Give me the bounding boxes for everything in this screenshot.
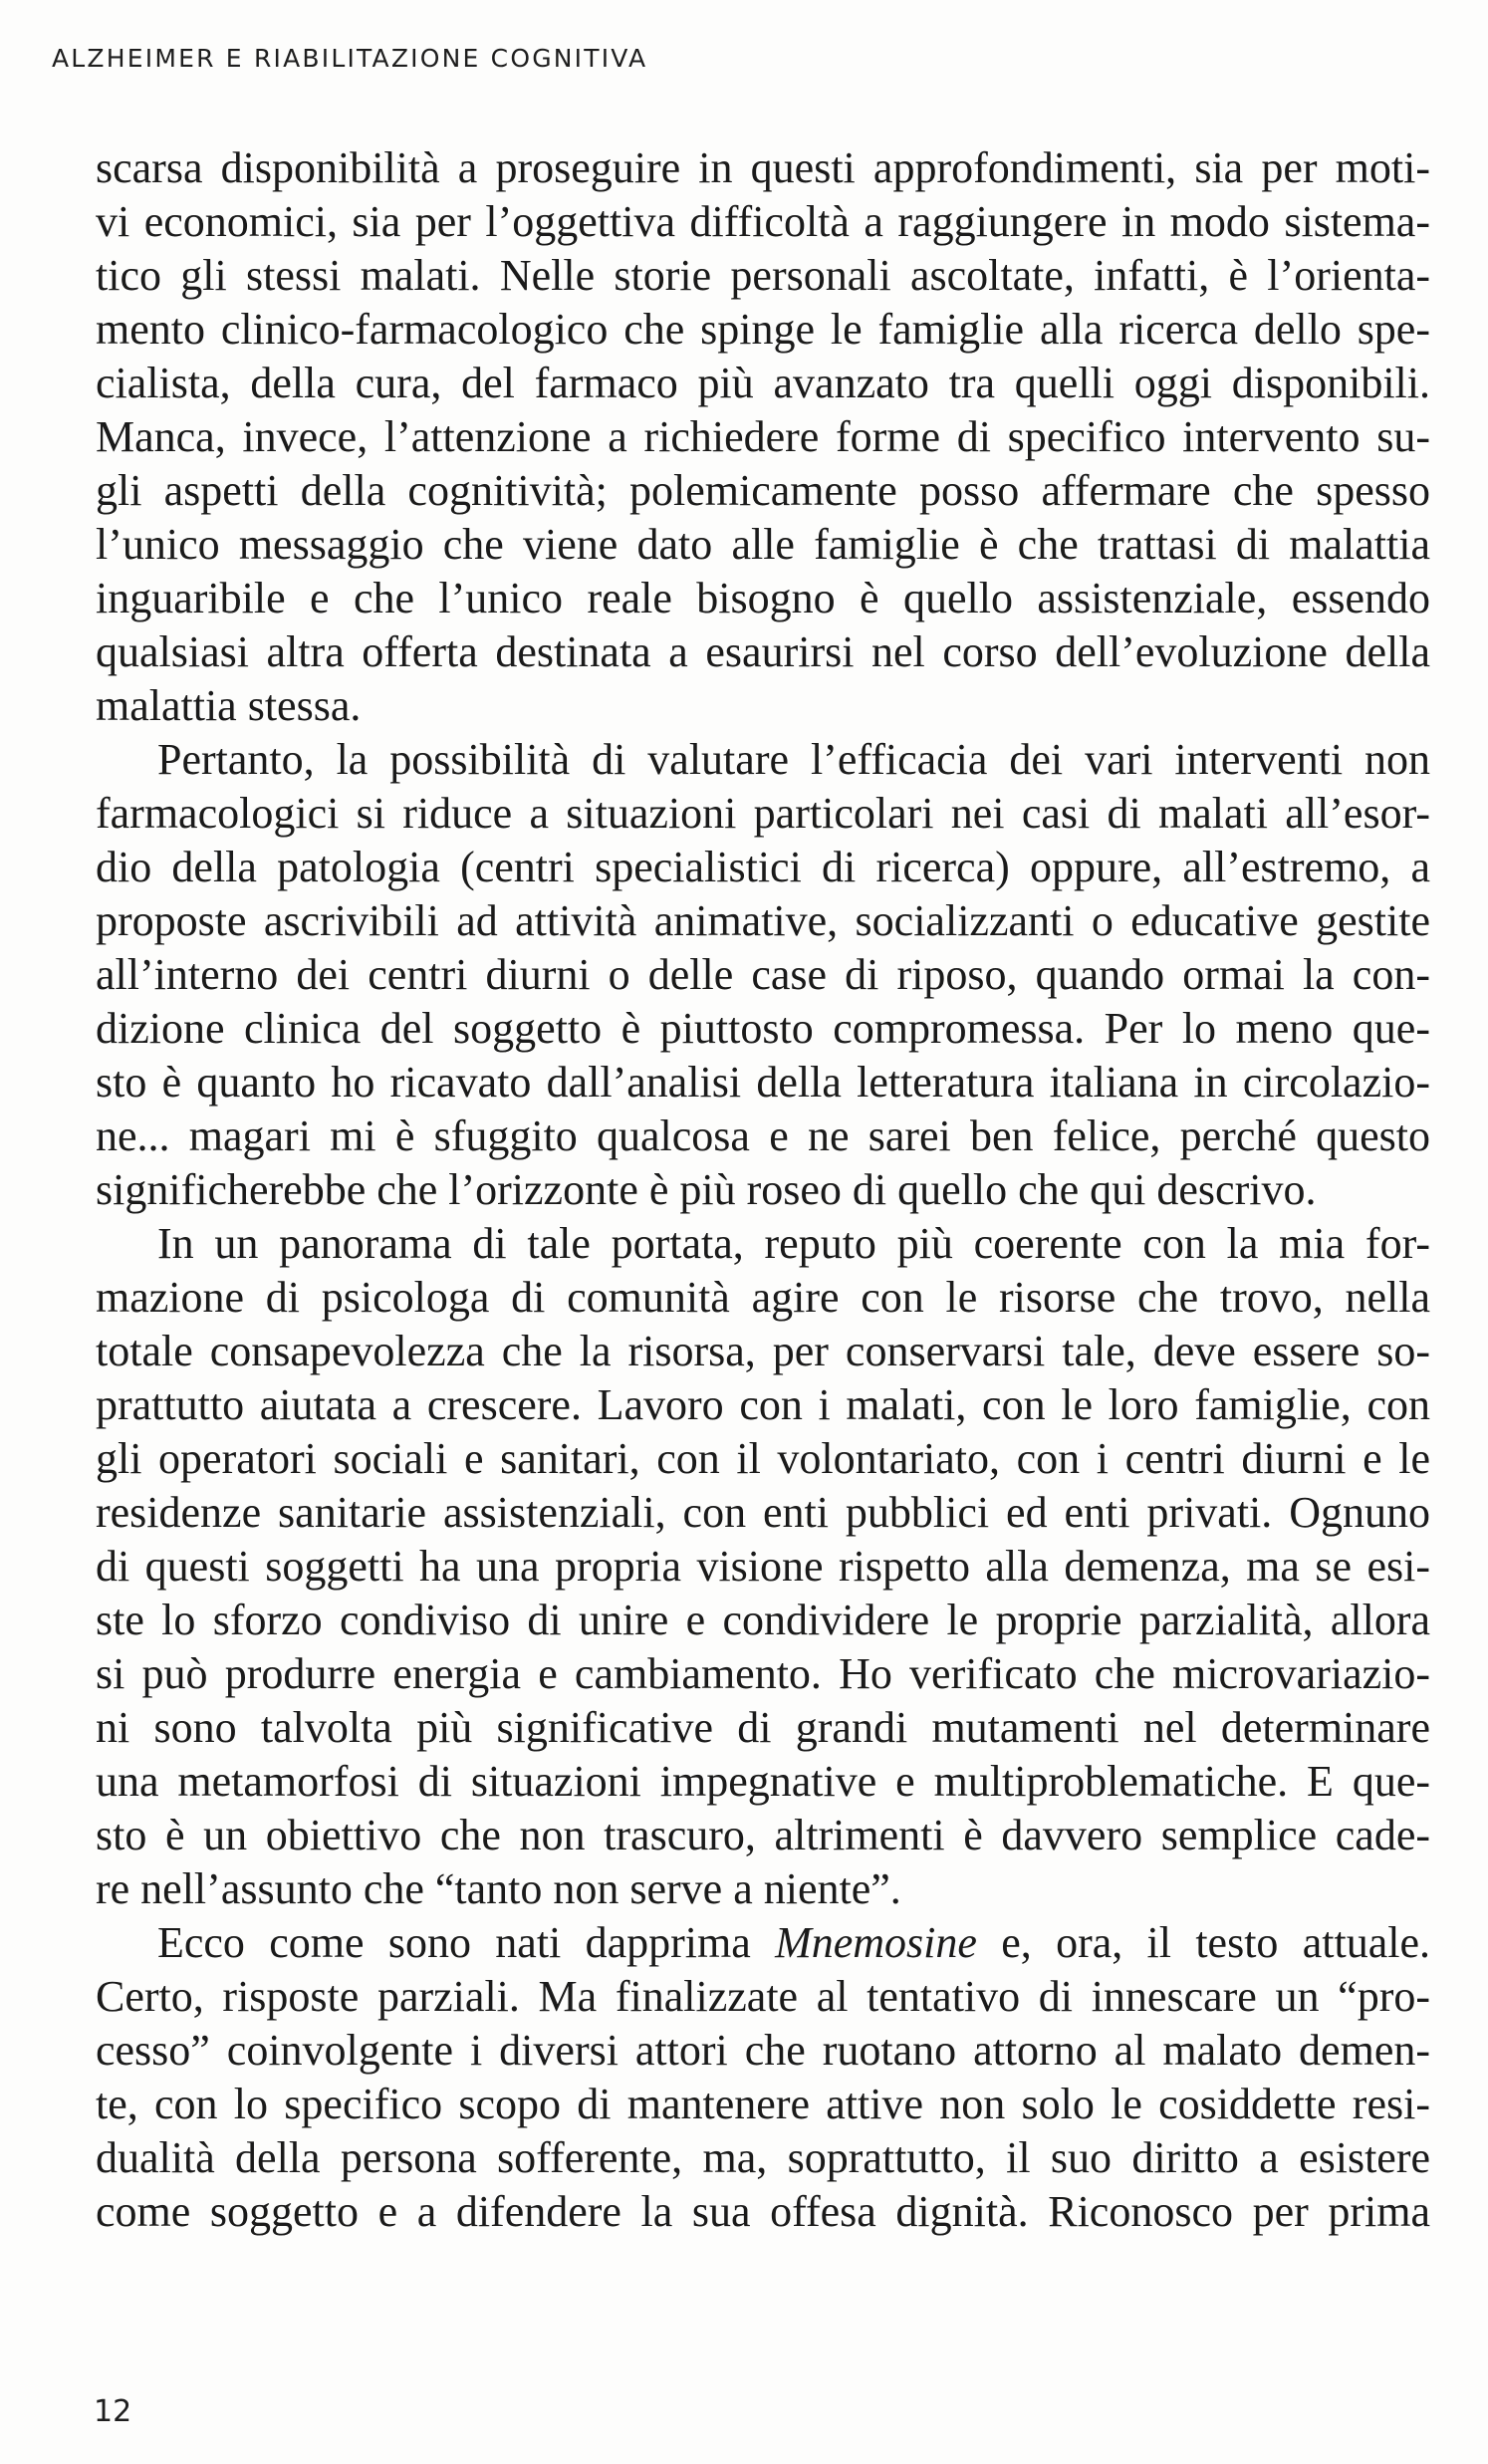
- text-line: ni sono talvolta più significative di grandi mutamenti nel determinare: [96, 1703, 1430, 1752]
- text-line: cialista, della cura, del farmaco più avanzato tra quelli oggi disponibili.: [96, 359, 1430, 407]
- text-line: re nell’assunto che “tanto non serve a niente”.: [96, 1864, 901, 1913]
- text-fragment: e, ora, il testo attuale.: [976, 1918, 1430, 1967]
- text-fragment: Ecco come sono nati dapprima: [157, 1918, 776, 1967]
- text-line: l’unico messaggio che viene dato alle famiglie è che trattasi di malattia: [96, 520, 1430, 569]
- text-line: [96, 1916, 1430, 1970]
- text-line: dizione clinica del soggetto è piuttosto compromessa. Per lo meno que-: [96, 1004, 1430, 1053]
- text-line: significherebbe che l’orizzonte è più roseo di quello che qui descrivo.: [96, 1165, 1317, 1214]
- text-line: In un panorama di tale portata, reputo più coerente con la mia for-: [157, 1219, 1430, 1268]
- text-line: gli aspetti della cognitività; polemicamente posso affermare che spesso: [96, 466, 1430, 515]
- text-line: gli operatori sociali e sanitari, con il volontariato, con i centri diurni e le: [96, 1434, 1430, 1483]
- text-line: inguaribile e che l’unico reale bisogno è quello assistenziale, essendo: [96, 574, 1430, 622]
- text-line: si può produrre energia e cambiamento. Ho verificato che microvariazio-: [96, 1649, 1430, 1698]
- paragraph-2: [96, 733, 1430, 1217]
- text-line: prattutto aiutata a crescere. Lavoro con i malati, con le loro famiglie, con: [96, 1380, 1430, 1429]
- text-line: mento clinico-farmacologico che spinge le famiglie alla ricerca dello spe-: [96, 305, 1430, 354]
- text-line: Manca, invece, l’attenzione a richiedere forme di specifico intervento su-: [96, 412, 1430, 461]
- paragraph-1: [96, 141, 1430, 733]
- text-line: Pertanto, la possibilità di valutare l’efficacia dei vari interventi non: [157, 735, 1430, 784]
- text-line: tico gli stessi malati. Nelle storie personali ascoltate, infatti, è l’orienta-: [96, 251, 1430, 300]
- text-line: dio della patologia (centri specialistici di ricerca) oppure, all’estremo, a: [96, 843, 1430, 891]
- paragraph-3: [96, 1217, 1430, 1916]
- text-line: come soggetto e a difendere la sua offesa dignità. Riconosco per prima: [96, 2187, 1430, 2236]
- text-line: residenze sanitarie assistenziali, con enti pubblici ed enti privati. Ognuno: [96, 1488, 1430, 1537]
- text-line: sto è un obiettivo che non trascuro, altrimenti è davvero semplice cade-: [96, 1811, 1430, 1859]
- text-line: proposte ascrivibili ad attività animative, socializzanti o educative gestite: [96, 896, 1430, 945]
- paragraph-4: [96, 1916, 1430, 2239]
- text-line: sto è quanto ho ricavato dall’analisi della letteratura italiana in circolazio-: [96, 1058, 1430, 1107]
- body-text: [96, 141, 1430, 2239]
- text-line: ste lo sforzo condiviso di unire e condividere le proprie parzialità, allora: [96, 1596, 1430, 1644]
- text-line: dualità della persona sofferente, ma, soprattutto, il suo diritto a esistere: [96, 2133, 1430, 2182]
- text-line: qualsiasi altra offerta destinata a esaurirsi nel corso dell’evoluzione della: [96, 627, 1430, 676]
- text-line: scarsa disponibilità a proseguire in questi approfondimenti, sia per moti-: [96, 143, 1430, 192]
- book-title: Mnemosine: [775, 1918, 977, 1967]
- text-line: una metamorfosi di situazioni impegnative e multiproblematiche. E que-: [96, 1757, 1430, 1806]
- text-line: cesso” coinvolgente i diversi attori che ruotano attorno al malato demen-: [96, 2026, 1430, 2075]
- text-line: ne... magari mi è sfuggito qualcosa e ne sarei ben felice, perché questo: [96, 1111, 1430, 1160]
- text-line: farmacologici si riduce a situazioni particolari nei casi di malati all’esor-: [96, 789, 1430, 838]
- page-number: 12: [94, 2394, 132, 2429]
- text-line: vi economici, sia per l’oggettiva difficoltà a raggiungere in modo sistema-: [96, 197, 1430, 246]
- text-line: totale consapevolezza che la risorsa, per conservarsi tale, deve essere so-: [96, 1327, 1430, 1375]
- text-line: mazione di psicologa di comunità agire con le risorse che trovo, nella: [96, 1273, 1430, 1322]
- text-line: malattia stessa.: [96, 681, 362, 730]
- text-line: all’interno dei centri diurni o delle case di riposo, quando ormai la con-: [96, 950, 1430, 999]
- text-line: Certo, risposte parziali. Ma finalizzate al tentativo di innescare un “pro-: [96, 1972, 1430, 2021]
- text-line: di questi soggetti ha una propria visione rispetto alla demenza, ma se esi-: [96, 1542, 1430, 1591]
- text-line: te, con lo specifico scopo di mantenere attive non solo le cosiddette resi-: [96, 2080, 1430, 2128]
- running-header: ALZHEIMER E RIABILITAZIONE COGNITIVA: [52, 44, 648, 73]
